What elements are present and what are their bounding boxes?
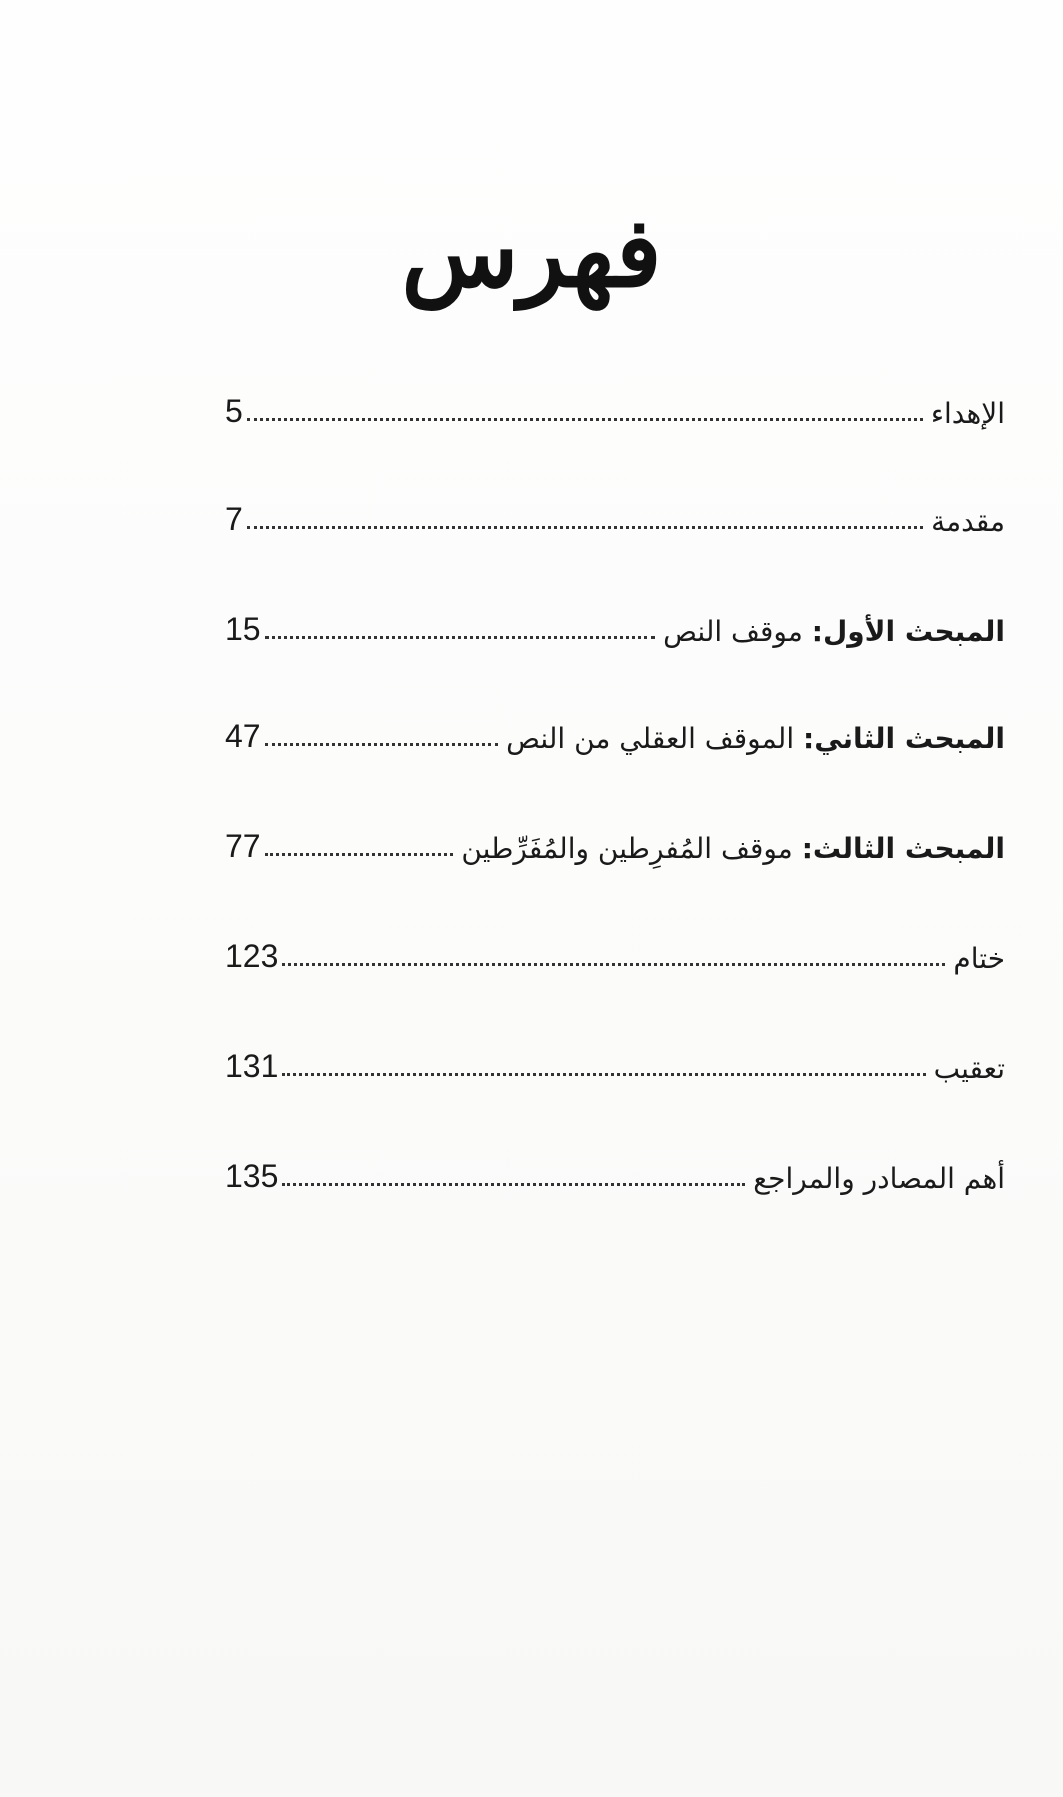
dot-leader	[247, 417, 923, 421]
toc-entry-prefix: المبحث الأول:	[811, 615, 1005, 648]
toc-entry-page-number: 123	[225, 938, 279, 974]
toc-entry-commentary	[225, 1025, 1005, 1085]
toc-entry-label: أهم المصادر والمراجع	[753, 1162, 1005, 1195]
toc-entry-page-number: 7	[225, 501, 243, 537]
toc-entry-page-number: 47	[225, 718, 261, 754]
dot-leader	[247, 525, 923, 529]
dot-leader	[265, 852, 454, 856]
toc-entry-label: المبحث الأول: موقف النص	[663, 615, 1005, 648]
toc-entry-section-3	[225, 805, 1005, 865]
toc-entry-page-number: 131	[225, 1048, 279, 1084]
toc-entry-prefix: المبحث الثاني:	[803, 722, 1005, 755]
toc-entry-section-2	[225, 695, 1005, 755]
toc-entry-page-number: 15	[225, 611, 261, 647]
dot-leader	[282, 1182, 745, 1186]
toc-entry-introduction	[225, 478, 1005, 538]
dot-leader	[265, 635, 655, 639]
toc-entry-label: المبحث الثالث: موقف المُفرِطين والمُفَرِّطين	[461, 832, 1005, 865]
toc-entry-section-1	[225, 588, 1005, 648]
toc-entry-label: مقدمة	[931, 505, 1005, 538]
toc-entry-label: ختام	[953, 942, 1005, 975]
toc-entry-conclusion	[225, 915, 1005, 975]
toc-entry-page-number: 135	[225, 1158, 279, 1194]
toc-entry-label: تعقيب	[933, 1052, 1005, 1085]
toc-entry-label: الإهداء	[930, 397, 1005, 430]
dot-leader	[282, 962, 945, 966]
page-title: فهرس	[401, 196, 662, 309]
dot-leader	[282, 1072, 925, 1076]
toc-entry-prefix: المبحث الثالث:	[801, 832, 1005, 865]
toc-entry-page-number: 77	[225, 828, 261, 864]
dot-leader	[265, 742, 499, 746]
toc-entry-label: المبحث الثاني: الموقف العقلي من النص	[506, 722, 1005, 755]
toc-entry-dedication	[225, 370, 1005, 430]
toc-entry-references	[225, 1135, 1005, 1195]
toc-entry-page-number: 5	[225, 393, 243, 429]
